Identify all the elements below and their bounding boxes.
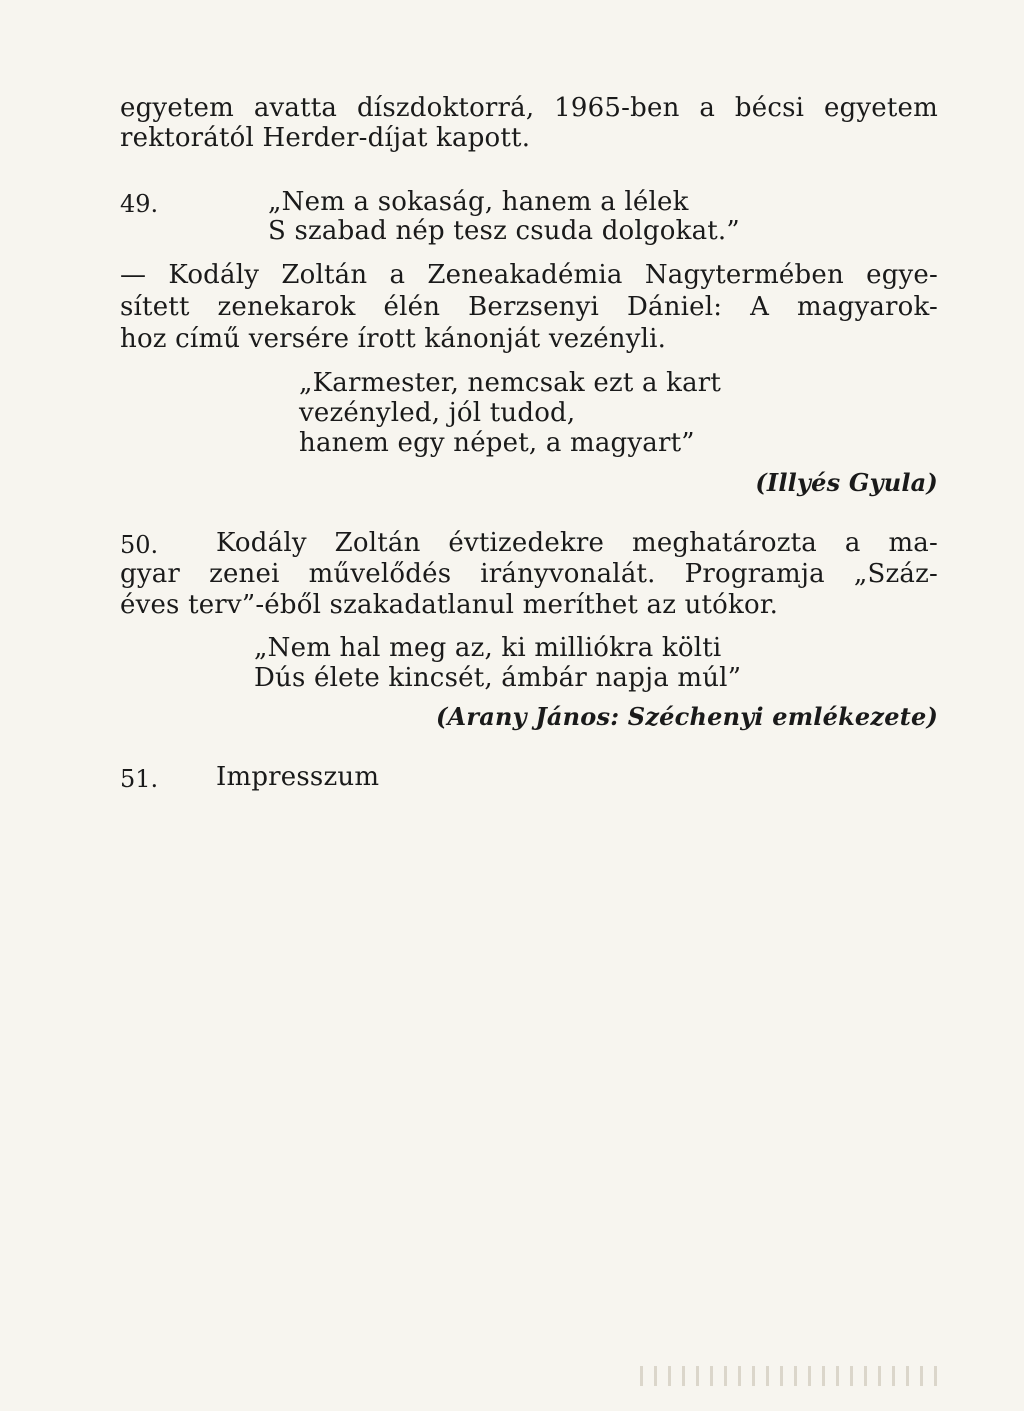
section-50-poem-line-1: „Nem hal meg az, ki milliókra költi	[254, 633, 722, 663]
section-50-body-line-1: Kodály Zoltán évtizedekre meghatározta a ma-	[216, 528, 938, 558]
section-50-body-line-2: gyar zenei művelődés irányvonalát. Programja „Száz-	[120, 559, 938, 589]
section-50-poem-author: (Arany János: Széchenyi emlékezete)	[436, 702, 938, 731]
section-49-body-line-1: — Kodály Zoltán a Zeneakadémia Nagytermében egye-	[120, 260, 938, 290]
section-48-line-1: egyetem avatta díszdoktorrá, 1965-ben a bécsi egyetem	[120, 93, 938, 123]
section-49-quote-line-1: „Nem a sokaság, hanem a lélek	[268, 187, 689, 217]
section-49-poem-author: (Illyés Gyula)	[755, 468, 938, 497]
section-51-number: 51.	[120, 765, 159, 793]
section-50-number: 50.	[120, 531, 159, 559]
section-49-body-line-2: sített zenekarok élén Berzsenyi Dániel: A magyarok-	[120, 292, 938, 322]
section-49-number: 49.	[120, 190, 159, 218]
bleed-through-marks	[640, 1366, 940, 1386]
section-49-quote-line-2: S szabad nép tesz csuda dolgokat.”	[268, 216, 740, 246]
section-51-title: Impresszum	[216, 762, 380, 792]
section-49-body-line-3: hoz című versére írott kánonját vezényli.	[120, 324, 667, 354]
section-49-poem-line-3: hanem egy népet, a magyart”	[299, 428, 695, 458]
section-50-poem-line-2: Dús élete kincsét, ámbár napja múl”	[254, 663, 742, 693]
section-50-body-line-3: éves terv”-éből szakadatlanul meríthet az utókor.	[120, 590, 779, 620]
section-49-poem-line-2: vezényled, jól tudod,	[299, 398, 576, 428]
section-48-line-2: rektorától Herder-díjat kapott.	[120, 123, 531, 153]
section-49-poem-line-1: „Karmester, nemcsak ezt a kart	[299, 368, 722, 398]
